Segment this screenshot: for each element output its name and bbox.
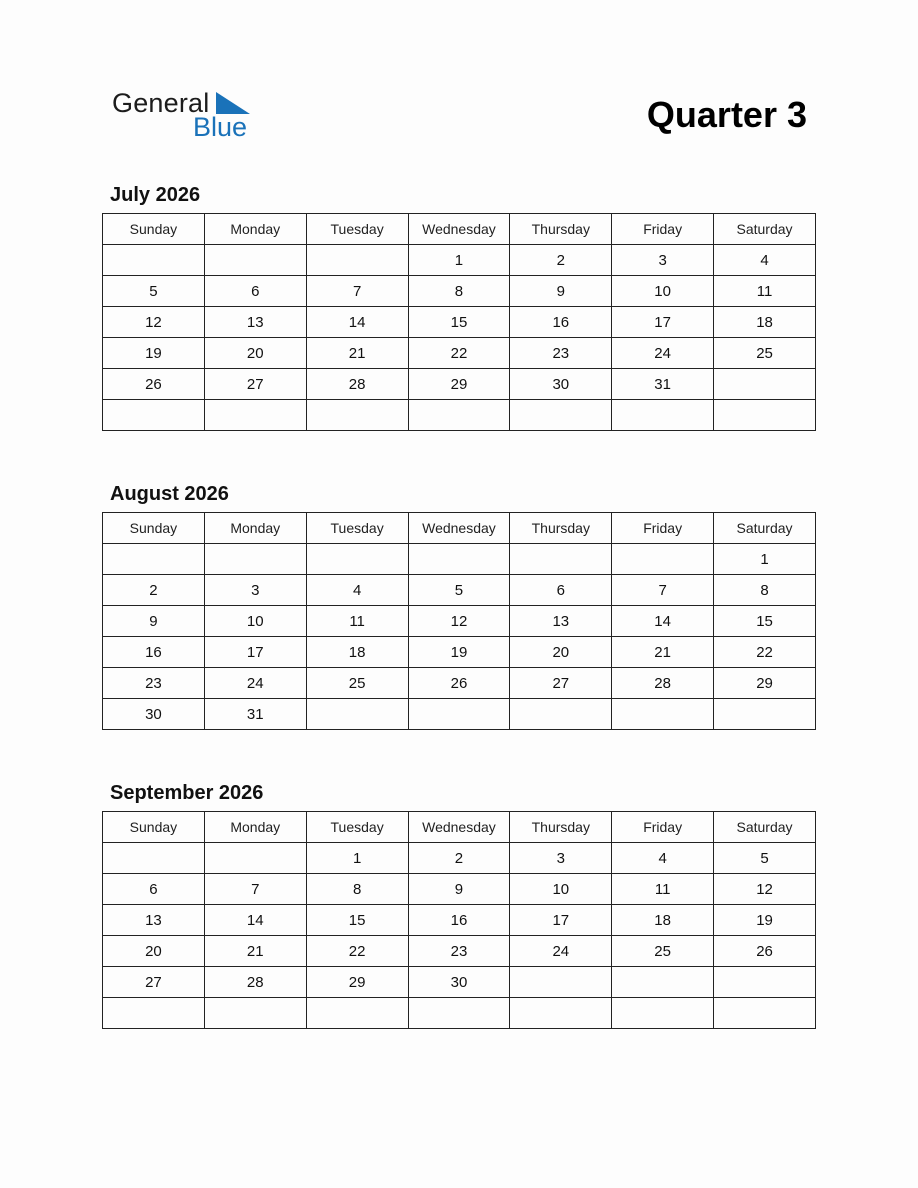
day-cell: 26: [103, 369, 205, 400]
day-cell: 14: [204, 905, 306, 936]
day-cell: [408, 998, 510, 1029]
day-cell: 29: [306, 967, 408, 998]
day-cell: 14: [306, 307, 408, 338]
weekday-header: Saturday: [714, 214, 816, 245]
day-cell: 20: [204, 338, 306, 369]
week-row: [103, 843, 816, 874]
day-cell: [510, 699, 612, 730]
day-cell: 20: [103, 936, 205, 967]
day-cell: [204, 245, 306, 276]
day-cell: [408, 400, 510, 431]
day-cell: 22: [306, 936, 408, 967]
day-cell: 13: [204, 307, 306, 338]
day-cell: [306, 245, 408, 276]
weekday-header-row: [103, 513, 816, 544]
day-cell: 30: [510, 369, 612, 400]
weekday-header: Tuesday: [306, 513, 408, 544]
day-cell: 16: [408, 905, 510, 936]
day-cell: [103, 998, 205, 1029]
day-cell: [612, 967, 714, 998]
day-cell: [204, 544, 306, 575]
day-cell: 8: [714, 575, 816, 606]
day-cell: [612, 699, 714, 730]
weekday-header-row: [103, 812, 816, 843]
day-cell: [103, 400, 205, 431]
day-cell: [103, 544, 205, 575]
day-cell: 25: [612, 936, 714, 967]
weekday-header: Monday: [204, 513, 306, 544]
day-cell: 3: [510, 843, 612, 874]
day-cell: 31: [612, 369, 714, 400]
day-cell: 1: [714, 544, 816, 575]
day-cell: 19: [408, 637, 510, 668]
day-cell: 19: [103, 338, 205, 369]
day-cell: [714, 699, 816, 730]
day-cell: 7: [204, 874, 306, 905]
weekday-header: Wednesday: [408, 513, 510, 544]
weekday-header: Wednesday: [408, 812, 510, 843]
day-cell: 18: [306, 637, 408, 668]
day-cell: 5: [103, 276, 205, 307]
month-title: September 2026: [110, 782, 264, 804]
day-cell: 17: [204, 637, 306, 668]
day-cell: [306, 544, 408, 575]
day-cell: 30: [103, 699, 205, 730]
day-cell: 15: [714, 606, 816, 637]
day-cell: 29: [408, 369, 510, 400]
day-cell: 4: [612, 843, 714, 874]
day-cell: 19: [714, 905, 816, 936]
day-cell: [408, 544, 510, 575]
weekday-header: Tuesday: [306, 812, 408, 843]
day-cell: 7: [306, 276, 408, 307]
day-cell: 2: [408, 843, 510, 874]
week-row: [103, 668, 816, 699]
day-cell: [510, 400, 612, 431]
day-cell: 9: [103, 606, 205, 637]
day-cell: 26: [714, 936, 816, 967]
day-cell: [612, 998, 714, 1029]
day-cell: [714, 400, 816, 431]
week-row: [103, 606, 816, 637]
day-cell: 4: [306, 575, 408, 606]
weekday-header: Tuesday: [306, 214, 408, 245]
day-cell: 12: [408, 606, 510, 637]
weekday-header: Friday: [612, 214, 714, 245]
day-cell: 2: [510, 245, 612, 276]
day-cell: 6: [103, 874, 205, 905]
day-cell: 21: [204, 936, 306, 967]
day-cell: 29: [714, 668, 816, 699]
weekday-header: Sunday: [103, 214, 205, 245]
day-cell: [714, 369, 816, 400]
week-row: [103, 905, 816, 936]
weekday-header-row: [103, 214, 816, 245]
day-cell: 14: [612, 606, 714, 637]
day-cell: 11: [306, 606, 408, 637]
day-cell: 23: [103, 668, 205, 699]
weekday-header: Thursday: [510, 513, 612, 544]
day-cell: 12: [714, 874, 816, 905]
week-row: [103, 338, 816, 369]
day-cell: 8: [306, 874, 408, 905]
page-title: Quarter 3: [646, 94, 807, 135]
weekday-header: Saturday: [714, 812, 816, 843]
week-row: [103, 699, 816, 730]
day-cell: [204, 843, 306, 874]
weekday-header: Saturday: [714, 513, 816, 544]
day-cell: 9: [408, 874, 510, 905]
month-title: August 2026: [110, 483, 229, 505]
day-cell: 24: [612, 338, 714, 369]
day-cell: 1: [306, 843, 408, 874]
day-cell: [510, 544, 612, 575]
day-cell: 26: [408, 668, 510, 699]
day-cell: [612, 400, 714, 431]
logo-text-general: General: [112, 88, 210, 118]
day-cell: 21: [306, 338, 408, 369]
calendar-table: [102, 512, 816, 730]
weekday-header: Friday: [612, 812, 714, 843]
day-cell: 31: [204, 699, 306, 730]
week-row: [103, 400, 816, 431]
week-row: [103, 245, 816, 276]
day-cell: 28: [612, 668, 714, 699]
weekday-header: Thursday: [510, 812, 612, 843]
day-cell: 25: [306, 668, 408, 699]
week-row: [103, 637, 816, 668]
month-august: [102, 482, 816, 730]
weekday-header: Wednesday: [408, 214, 510, 245]
week-row: [103, 998, 816, 1029]
week-row: [103, 874, 816, 905]
weekday-header: Friday: [612, 513, 714, 544]
day-cell: 18: [612, 905, 714, 936]
day-cell: 20: [510, 637, 612, 668]
month-september: [102, 781, 816, 1029]
day-cell: 30: [408, 967, 510, 998]
day-cell: 6: [204, 276, 306, 307]
month-july: [102, 183, 816, 431]
day-cell: 4: [714, 245, 816, 276]
week-row: [103, 967, 816, 998]
day-cell: 27: [103, 967, 205, 998]
day-cell: 21: [612, 637, 714, 668]
day-cell: 3: [612, 245, 714, 276]
day-cell: [510, 998, 612, 1029]
week-row: [103, 575, 816, 606]
day-cell: 22: [714, 637, 816, 668]
day-cell: 9: [510, 276, 612, 307]
weekday-header: Sunday: [103, 513, 205, 544]
day-cell: 18: [714, 307, 816, 338]
day-cell: 3: [204, 575, 306, 606]
day-cell: [204, 400, 306, 431]
day-cell: 10: [510, 874, 612, 905]
weekday-header: Monday: [204, 812, 306, 843]
day-cell: [204, 998, 306, 1029]
day-cell: 12: [103, 307, 205, 338]
week-row: [103, 936, 816, 967]
day-cell: [714, 967, 816, 998]
day-cell: 24: [204, 668, 306, 699]
day-cell: 15: [408, 307, 510, 338]
week-row: [103, 544, 816, 575]
day-cell: 15: [306, 905, 408, 936]
day-cell: 16: [510, 307, 612, 338]
day-cell: 27: [510, 668, 612, 699]
day-cell: 23: [510, 338, 612, 369]
day-cell: [306, 699, 408, 730]
week-row: [103, 369, 816, 400]
day-cell: [714, 998, 816, 1029]
day-cell: 8: [408, 276, 510, 307]
logo-triangle-icon: [216, 92, 252, 114]
day-cell: [510, 967, 612, 998]
day-cell: 28: [306, 369, 408, 400]
day-cell: 5: [714, 843, 816, 874]
day-cell: 24: [510, 936, 612, 967]
logo-text-blue: Blue: [193, 112, 248, 142]
day-cell: 11: [612, 874, 714, 905]
day-cell: 27: [204, 369, 306, 400]
calendar-table: [102, 213, 816, 431]
day-cell: [103, 843, 205, 874]
day-cell: 25: [714, 338, 816, 369]
day-cell: 10: [612, 276, 714, 307]
day-cell: [306, 998, 408, 1029]
day-cell: 16: [103, 637, 205, 668]
day-cell: 22: [408, 338, 510, 369]
week-row: [103, 276, 816, 307]
day-cell: [103, 245, 205, 276]
day-cell: [306, 400, 408, 431]
week-row: [103, 307, 816, 338]
day-cell: [612, 544, 714, 575]
weekday-header: Thursday: [510, 214, 612, 245]
month-title: July 2026: [110, 184, 201, 206]
day-cell: 7: [612, 575, 714, 606]
day-cell: 2: [103, 575, 205, 606]
day-cell: 10: [204, 606, 306, 637]
day-cell: [408, 699, 510, 730]
day-cell: 17: [510, 905, 612, 936]
day-cell: 13: [510, 606, 612, 637]
day-cell: 23: [408, 936, 510, 967]
day-cell: 28: [204, 967, 306, 998]
weekday-header: Monday: [204, 214, 306, 245]
generalblue-logo: [112, 88, 262, 140]
day-cell: 6: [510, 575, 612, 606]
day-cell: 1: [408, 245, 510, 276]
weekday-header: Sunday: [103, 812, 205, 843]
day-cell: 5: [408, 575, 510, 606]
day-cell: 17: [612, 307, 714, 338]
day-cell: 13: [103, 905, 205, 936]
day-cell: 11: [714, 276, 816, 307]
calendar-table: [102, 811, 816, 1029]
